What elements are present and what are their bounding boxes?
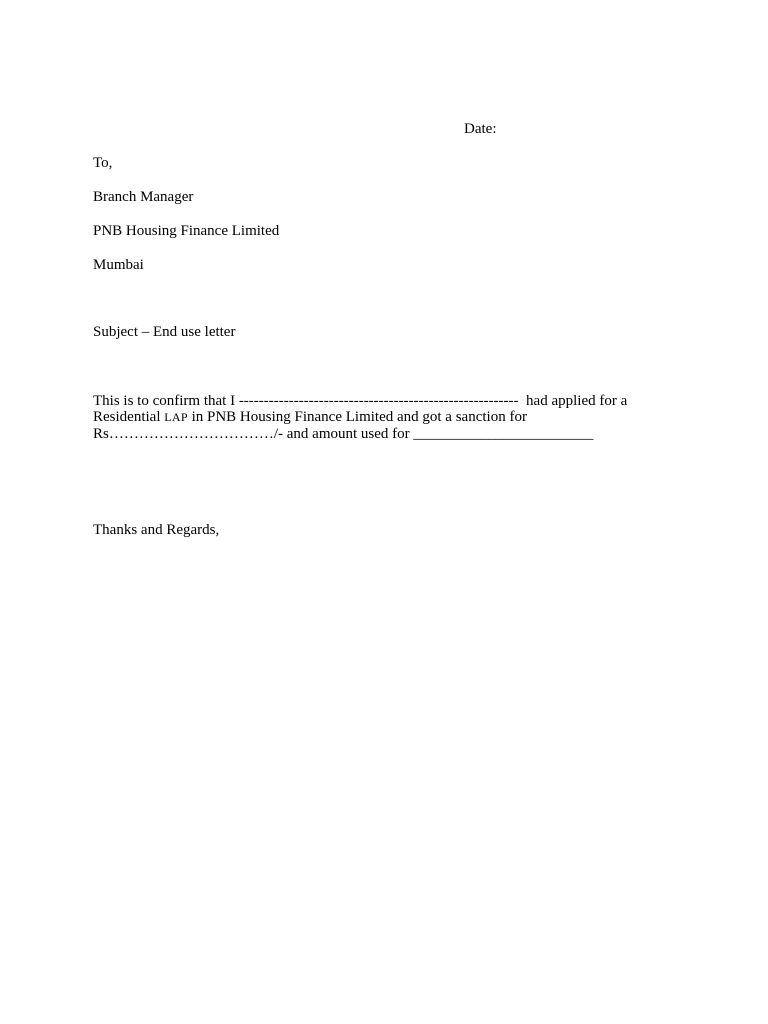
date-label: Date: — [464, 121, 497, 137]
recipient-title: Branch Manager — [93, 189, 194, 205]
closing-line: Thanks and Regards, — [93, 522, 220, 538]
lap-abbreviation: LAP — [164, 410, 188, 424]
body-line2-end: in PNB Housing Finance Limited and got a sanction for — [191, 409, 527, 425]
body-line3-middle: /- and amount used for — [273, 426, 410, 442]
body-line-3 — [93, 426, 593, 443]
usage-blank: ________________________ — [413, 426, 594, 442]
recipient-company: PNB Housing Finance Limited — [93, 223, 280, 239]
body-line-1 — [93, 393, 627, 410]
salutation: To, — [93, 155, 113, 171]
name-blank: -------------------------------------------------------- — [238, 393, 519, 409]
body-line3-prefix: Rs — [93, 426, 109, 442]
body-line2-start: Residential — [93, 409, 161, 425]
body-line-2 — [93, 409, 527, 426]
subject-line: Subject – End use letter — [93, 324, 236, 340]
body-line1-suffix: had applied for a — [526, 393, 628, 409]
amount-blank: …………………………… — [108, 426, 274, 442]
recipient-city: Mumbai — [93, 257, 144, 273]
body-line1-prefix: This is to confirm that I — [93, 393, 236, 409]
